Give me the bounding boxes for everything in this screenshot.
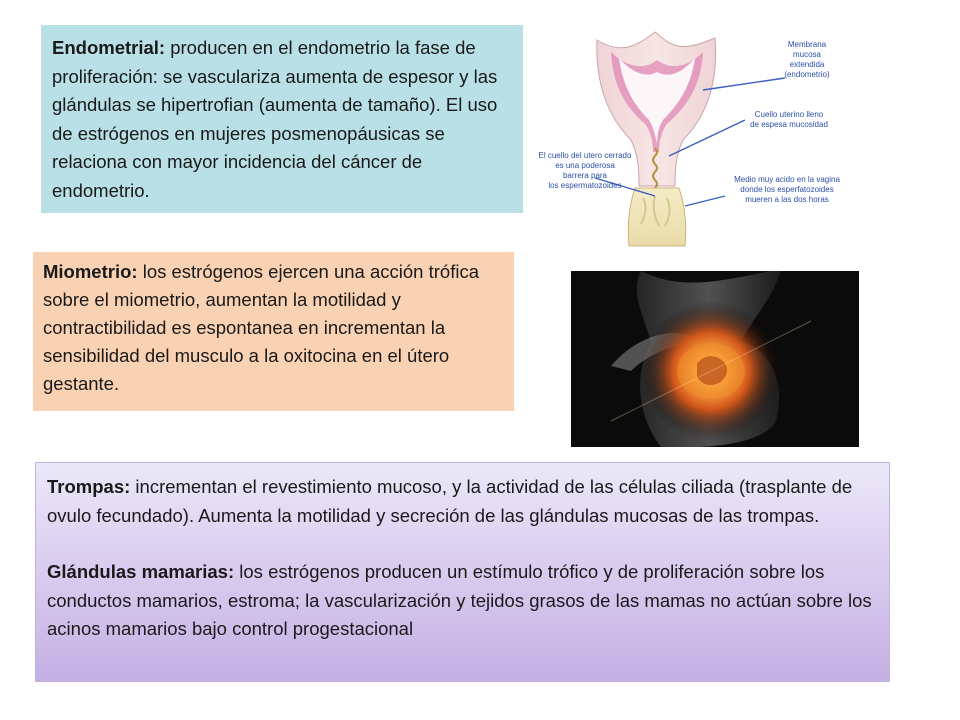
trompas-paragraph <box>47 473 879 530</box>
miometrio-text: los estrógenos ejercen una acción trófica sobre el miometrio, aumentan la motilidad y contractibilidad es espontanea en incrementan la sensibilidad del musculo a la oxitocina en el útero gestante. <box>43 261 479 394</box>
trompas-glandulas-box <box>35 462 890 682</box>
vagina <box>628 188 686 246</box>
cuello-line-2: de espesa mucosidad <box>750 120 828 129</box>
trompas-label: Trompas: <box>47 476 131 497</box>
cuello-line-1: Cuello uterino lleno <box>754 110 824 119</box>
medio-line-3: mueren a las dos horas <box>745 195 829 204</box>
miometrio-box <box>33 252 514 411</box>
medio-line-1: Medio muy acido en la vagina <box>734 175 840 184</box>
glandulas-paragraph <box>47 558 879 644</box>
uterus-diagram <box>535 28 845 250</box>
membrana-line-1: Membrana <box>787 40 827 49</box>
endometrial-text: producen en el endometrio la fase de proliferación: se vasculariza aumenta de espesor y las glándulas se hipertrofian (aumenta de tamaño). El uso de estrógenos en mujeres posmenopáusicas se relaciona con mayor incidencia del cáncer de endometrio. <box>52 37 498 201</box>
membrana-line-4: (endometrio) <box>784 70 830 79</box>
membrana-line-3: extendida <box>789 60 825 69</box>
miometrio-label: Miometrio: <box>43 261 138 282</box>
glandulas-label: Glándulas mamarias: <box>47 561 235 582</box>
pregnancy-photo <box>571 271 859 447</box>
endometrial-label: Endometrial: <box>52 37 166 58</box>
endometrial-box <box>41 25 523 213</box>
trompas-text: incrementan el revestimiento mucoso, y la actividad de las células ciliada (trasplante de ovulo fecundado). Aumenta la motilidad y secreción de las glándulas mucosas de las trompas. <box>47 476 853 526</box>
cerrado-line-1: El cuello del utero cerrado <box>538 151 632 160</box>
medio-line-2: donde los esperfatozoides <box>740 185 834 194</box>
pregnant-silhouette-icon <box>571 271 859 447</box>
arrow-membrana <box>703 78 785 90</box>
membrana-line-2: mucosa <box>792 50 822 59</box>
glandulas-text: los estrógenos producen un estímulo trófico y de proliferación sobre los conductos mamarios, estroma; la vascularización y tejidos grasos de las mamas no actúan sobre los acinos mamarios bajo control progestacional <box>47 561 872 639</box>
cerrado-line-2: es una poderosa <box>555 161 615 170</box>
cerrado-line-3: barrera para <box>562 171 608 180</box>
arrow-medio <box>685 196 725 206</box>
cerrado-line-4: los espermatozoides <box>548 181 622 190</box>
